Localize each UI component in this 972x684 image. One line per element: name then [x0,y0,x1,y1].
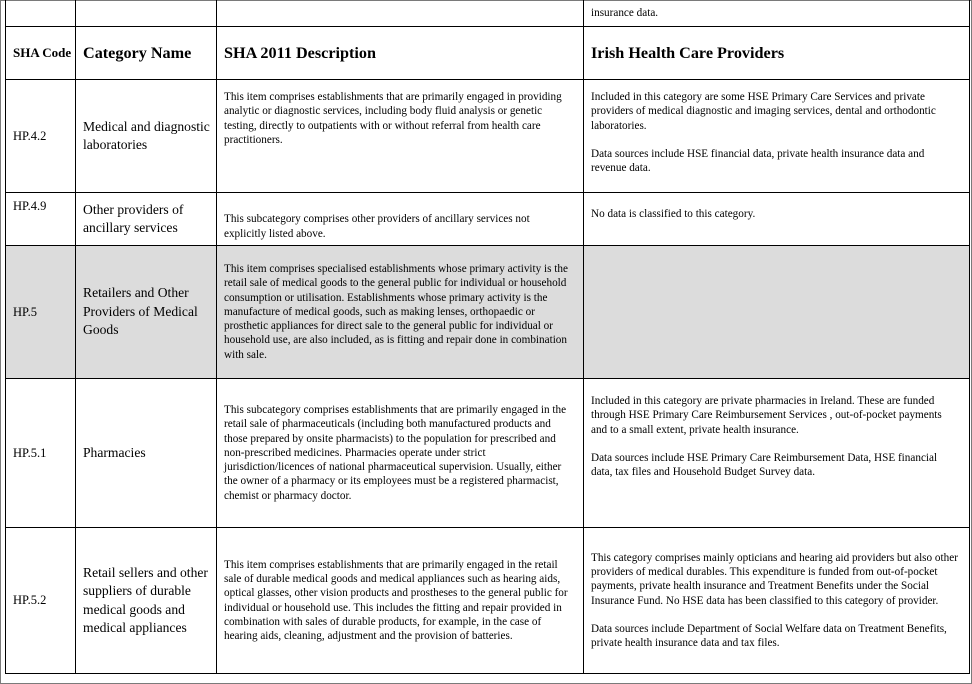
irish-providers-text: This category comprises mainly opticians and hearing aid providers but also other providers of medical durables. This expenditure is funded from out-of-pocket payments, private health insurance and Treatment Benefits under the Social Insurance Fund. No HSE data has been classified to this category of provider. [591,551,958,607]
table-row [6,379,970,528]
category-name-cell: Medical and diagnostic laboratories [76,80,217,193]
irish-providers-cell [584,80,970,193]
description-text: This item comprises establishments that are primarily engaged in providing analytic or diagnostic services, including body fluid analysis or genetic testing, directly to outpatients with or without referral from health care practitioners. [224,91,562,146]
table-row [6,193,970,246]
irish-providers-cell [584,193,970,246]
irish-providers-text: Included in this category are some HSE Primary Care Services and private providers of medical diagnostic and imaging services, dental and orthodontic laboratories. [591,91,936,132]
description-text: This subcategory comprises establishments that are primarily engaged in the retail sale of pharmaceuticals (including both manufactured products and those prepared by onsite pharmacists) to the population for prescribed and non-prescribed medicines. Pharmacies operate under strict jurisdiction/licences of national pharmaceutical supervision. Usually, either the owner of a pharmacy or its employees must be a registered pharmacist, chemist or pharmacy doctor. [224,403,567,502]
table-row [6,246,970,379]
description-cell [217,379,584,528]
description-text: This item comprises establishments that are primarily engaged in the retail sale of durable medical goods and medical appliances such as hearing aids, optical glasses, other vision products and prostheses to the general public for individual or household use. This includes the fitting and repair provided in combination with sales of durable products, for example, in the case of hearing aids, cleaning, adjustment and the provision of batteries. [224,558,568,643]
continuation-irish-cell [584,0,970,27]
irish-providers-cell [584,379,970,528]
table-row [6,80,970,193]
continuation-category-cell [76,0,217,27]
sha-code-cell: HP.4.2 [6,80,76,193]
description-cell [217,528,584,674]
category-name-cell: Other providers of ancillary services [76,193,217,246]
data-sources-text: Data sources include HSE financial data, private health insurance data and revenue data. [591,147,925,175]
continuation-code-cell [6,0,76,27]
description-text: This subcategory comprises other providers of ancillary services not explicitly listed above. [224,213,530,240]
description-cell [217,246,584,379]
continuation-irish-text: insurance data. [591,7,659,19]
description-cell [217,80,584,193]
header-category-name: Category Name [76,27,217,80]
irish-providers-cell [584,246,970,379]
continuation-description-cell [217,0,584,27]
irish-providers-text: Included in this category are private pharmacies in Ireland. These are funded through HSE Primary Care Reimbursement Services , out-of-pocket payments and to a small extent, private health insurance. [591,395,942,436]
header-description: SHA 2011 Description [217,27,584,80]
description-cell [217,193,584,246]
sha-code-cell: HP.5.2 [6,528,76,674]
sha-provider-table [5,0,970,674]
data-sources-text: Data sources include HSE Primary Care Reimbursement Data, HSE financial data, tax files and Household Budget Survey data. [591,451,938,479]
irish-providers-cell [584,528,970,674]
header-sha-code: SHA Code [6,27,76,80]
description-text: This item comprises specialised establishments whose primary activity is the retail sale of medical goods to the general public for individual or household consumption or utilisation. Establishments whose primary activity is the manufacture of medical goods, such as making lenses, orthopaedic or prosthetic appliances for direct sale to the general public for individual or household use, are also included, as is fitting and repair done in combination with sale. [224,262,568,361]
sha-code-cell: HP.4.9 [6,193,76,246]
irish-providers-text: No data is classified to this category. [591,208,756,220]
category-name-cell: Retail sellers and other suppliers of durable medical goods and medical appliances [76,528,217,674]
sha-code-cell: HP.5 [6,246,76,379]
category-name-cell: Retailers and Other Providers of Medical Goods [76,246,217,379]
header-row [6,27,970,80]
sha-code-cell: HP.5.1 [6,379,76,528]
continuation-row [6,0,970,27]
data-sources-text: Data sources include Department of Social Welfare data on Treatment Benefits, private health insurance data and tax files. [591,622,947,650]
category-name-cell: Pharmacies [76,379,217,528]
header-irish-providers: Irish Health Care Providers [584,27,970,80]
table-row [6,528,970,674]
